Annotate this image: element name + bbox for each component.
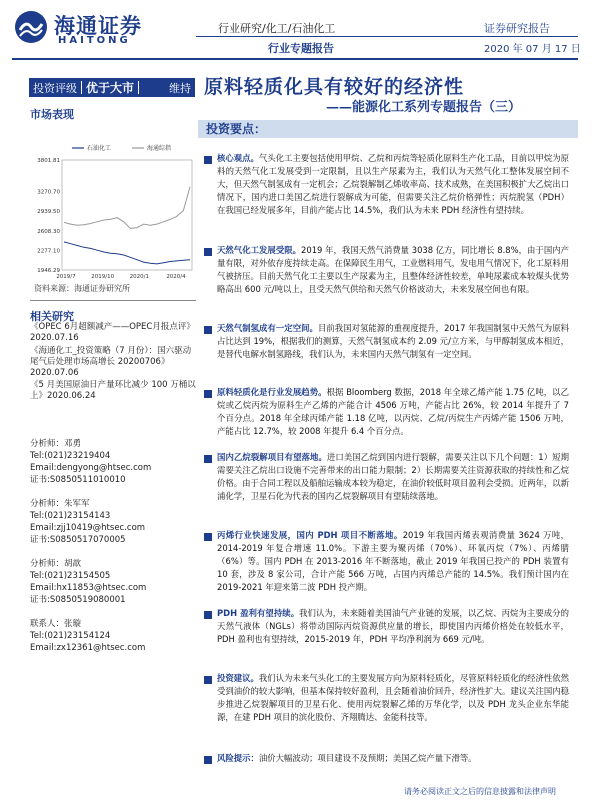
- logo-english-name: HAITONG: [58, 35, 131, 46]
- analyst-tel: Tel:(021)23219404: [30, 451, 111, 461]
- rating-action: 维持: [169, 81, 191, 95]
- bullet-icon: [204, 533, 212, 541]
- analyst-email[interactable]: Email:hx11853@htsec.com: [30, 583, 147, 593]
- contact-email[interactable]: Email:zx12361@htsec.com: [30, 643, 146, 653]
- legend-label: 海通综指: [147, 145, 172, 152]
- x-tick-label: 2020/1: [129, 274, 150, 280]
- report-label: 证券研究报告: [484, 22, 550, 35]
- analyst-block: [30, 498, 145, 546]
- logo-chinese-name: 海通证券: [54, 13, 142, 38]
- haitong-logo-icon: [14, 10, 48, 44]
- analyst-email[interactable]: Email:dengyong@htsec.com: [30, 463, 152, 473]
- analyst-email[interactable]: Email:zjj10419@htsec.com: [30, 523, 146, 533]
- related-item: 《5 月美国原油日产量环比减少 100 万桶以上》2020.06.24: [30, 380, 196, 401]
- contact-block: [30, 618, 145, 654]
- key-points-heading: 投资要点：: [206, 122, 267, 136]
- key-point-paragraph: PDH 盈利有望持续。我们认为，未来随着美国油气产业链的发展，以乙烷、丙烷为主要成分的天然气液体（NGLs）将带动国际丙烷资源供应量的增长，即使国内丙烯价格处在较低水平，PDH 盈利也有望持续，2015-2019 年，PDH 平均净利润为 669 元/吨。: [217, 608, 569, 644]
- bullet-icon: [204, 756, 212, 764]
- market-chart: [30, 140, 196, 280]
- analyst-title: 分析师：邓勇: [30, 439, 82, 449]
- analyst-title: 分析师：朱军军: [30, 499, 90, 509]
- legend-label: 石油化工: [87, 145, 112, 152]
- x-tick-label: 2020/4: [166, 274, 186, 280]
- key-point-paragraph: 天然气化工发展受限。2019 年，我国天然气消费量 3038 亿方，同比增长 8.8%，由于国内产量有限，对外依存度持续走高。在保障民生用气，工业燃料用气，发电用气情况下，化工原料用气被挤压。目前天然气化工主要以生产尿素为主，且整体经济性较差，单吨尿素成本较煤头优势略高出 600 元/吨以上，且受天然气供给和天然气价格波动大，未来发展空间也有限。: [217, 245, 569, 294]
- y-tick-label: 2277.10: [37, 248, 60, 255]
- key-point-paragraph: 原料轻质化是行业发展趋势。根据 Bloomberg 数据，2018 年全球乙烯产能 1.75 亿吨，以乙烷或乙烷丙烷为原料生产乙烯的产能合计 4506 万吨，产能占比 26%，较 2014 年提升了 7 个百分点。2018 年全球丙烯产能 1.18 亿吨，以丙烷、乙烷/丙烷生产丙烯产能 1506 万吨，产能占比 12.7%，较 2008 年提升 6.4 个百分点。: [217, 387, 569, 436]
- bullet-icon: [204, 455, 212, 463]
- related-item: 《海通化工_投资策略（7 月份）：国六驱动尾气后处理市场高增长 20200706》2020.07.06: [30, 346, 192, 378]
- analyst-cert: 证书:S0850519080001: [30, 595, 126, 605]
- key-point-paragraph: 丙烯行业快速发展，国内 PDH 项目不断落地。2019 年我国丙烯表观消费量 3624 万吨，2014-2019 年复合增速 11.0%。下游主要为聚丙烯（70%）、环氧丙烷（7%）、丙烯腈（6%）等。国内 PDH 在 2013-2016 年不断落地，截止 2019 年我国已投产的 PDH 装置有 10 套，涉及 8 家公司，合计产能 566 万吨，占国内丙烯总产能的 14.5%。我们预计国内在 2019-2021 年迎来第二波 PDH 投产期。: [217, 530, 569, 592]
- y-tick-label: 2608.30: [37, 228, 60, 235]
- key-point-paragraph: 天然气制氢成有一定空间。目前我国对氢能源的重视度提升，2017 年我国制氢中天然气为原料占比达到 19%，根据我们的测算，天然气制氢成本约 2.09 元/立方米，与甲醇制氢成本相近，是替代电解水制氢路线，我们认为，未来国内天然气制氢有一定空间。: [217, 323, 569, 359]
- bullet-icon: [204, 676, 212, 684]
- analyst-tel: Tel:(021)23154505: [30, 571, 111, 581]
- bullet-icon: [204, 390, 212, 398]
- analyst-tel: Tel:(021)23154143: [30, 511, 111, 521]
- series-line-1: [64, 187, 190, 229]
- x-tick-label: 2019/7: [56, 274, 76, 280]
- analyst-cert: 证书:S0850511010010: [30, 475, 126, 485]
- analyst-cert: 证书:S0850517070005: [30, 535, 126, 545]
- contact-title: 联系人：张璇: [30, 619, 82, 629]
- y-tick-label: 1946.29: [37, 268, 60, 274]
- header-divider: [196, 36, 578, 37]
- key-point-paragraph: 国内乙烷裂解项目有望落地。进口美国乙烷到国内进行裂解，需要关注以下几个问题：1）短期需要关注乙烷出口设施不完善带来的出口能力限制；2）长期需要关注资源获取的持续性和乙烷价格。由于合同工程以及船舶运输成本较为稳定，在油价较低时项目盈利会受损。近两年，以新浦化学，卫星石化为代表的国内乙烷裂解项目有望陆续落地。: [217, 452, 569, 501]
- contact-tel: Tel:(021)23154124: [30, 631, 111, 641]
- report-subtitle: ——能源化工系列专题报告（三）: [326, 100, 522, 115]
- report-type: 行业专题报告: [268, 42, 334, 55]
- related-item: 《OPEC 6月超额减产——OPEC月报点评》2020.07.16: [30, 322, 195, 343]
- x-tick-label: 2019/10: [91, 274, 115, 280]
- report-title: 原料轻质化具有较好的经济性: [204, 76, 465, 98]
- report-category: 行业研究/化工/石油化工: [218, 22, 336, 35]
- report-date: 2020 年 07 月 17 日: [484, 44, 581, 55]
- chart-frame: [62, 160, 192, 270]
- rating-value: 优于大市: [86, 81, 135, 95]
- analyst-title: 分析师：胡歆: [30, 559, 82, 569]
- related-heading: 相关研究: [30, 310, 74, 323]
- analyst-block: [30, 438, 151, 486]
- rating-label: 投资评级: [33, 81, 77, 95]
- bullet-icon: [204, 248, 212, 256]
- header-bottom-rule: [12, 58, 578, 60]
- footer-disclaimer: 请务必阅读正文之后的信息披露和法律声明: [404, 787, 556, 796]
- key-point-paragraph: 风险提示：油价大幅波动；项目建设不及预期；美国乙烷产量下滑等。: [217, 753, 477, 763]
- y-tick-label: 2939.50: [37, 209, 60, 216]
- analyst-block: [30, 558, 146, 606]
- chart-source: 资料来源：海通证券研究所: [34, 284, 130, 293]
- rating-bar: [29, 78, 195, 97]
- market-heading: 市场表现: [30, 108, 74, 121]
- y-tick-label: 3270.70: [37, 189, 60, 196]
- series-line-0: [64, 242, 190, 264]
- key-point-paragraph: 核心观点。气头化工主要包括使用甲烷、乙烷和丙烷等轻质化原料生产化工品，目前以甲烷为原料的天然气化工发展受到一定限制，且以生产尿素为主，我们认为天然气化工整体发展空间不大，但天然气制氢成有一定机会；乙烷裂解制乙烯收率高、技术成熟，在美国积极扩大乙烷出口情况下，国内进口美国乙烷进行裂解成为可能，但需要关注乙烷价格弹性；丙烷脱氢（PDH）在我国已经发展多年，目前产能占比 14.5%，我们认为未来 PDH 经济性有望持续。: [217, 153, 569, 215]
- key-point-paragraph: 投资建议。我们认为未来气头化工的主要发展方向为原料轻质化，尽管原料轻质化的经济性依然受到油价的较大影响，但基本保持较好盈利，且会随着油价回升，经济性扩大。建议关注国内稳步推进乙烷裂解项目的卫星石化、使用丙烷裂解乙烯的万华化学，以及 PDH 龙头企业东华能源，在建 PDH 项目的滨化股份、齐翔腾达、金能科技等。: [217, 673, 569, 722]
- bullet-icon: [204, 156, 212, 164]
- bullet-icon: [204, 326, 212, 334]
- bullet-icon: [204, 611, 212, 619]
- y-tick-label: 3801.81: [37, 158, 60, 164]
- section-divider: [30, 300, 196, 301]
